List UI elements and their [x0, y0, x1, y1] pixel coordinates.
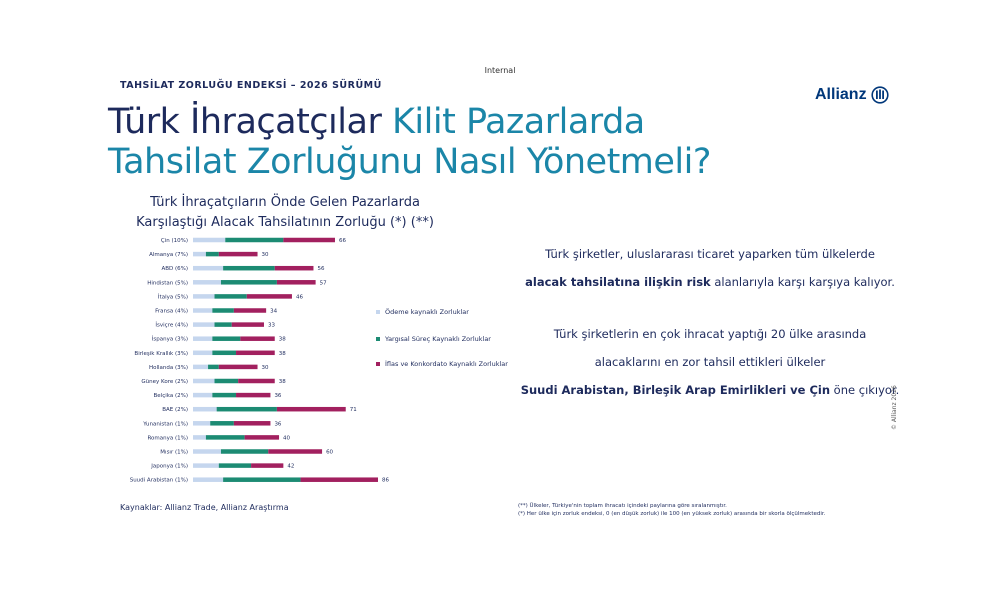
data-label: 30 — [261, 252, 269, 259]
bar-segment-series-0 — [193, 421, 210, 426]
bar-segment-series-2 — [240, 336, 274, 341]
bar-segment-series-0 — [193, 463, 219, 468]
bar-segment-series-2 — [283, 238, 335, 243]
bar-segment-series-0 — [193, 238, 225, 243]
bar-segment-series-1 — [221, 449, 268, 454]
chart-title — [120, 193, 450, 233]
data-label: 71 — [349, 407, 357, 414]
y-tick-label: Yunanistan (1%) — [143, 421, 188, 428]
title-part-dark: Türk İhraçatçılar — [108, 102, 392, 142]
bar-segment-series-1 — [212, 308, 234, 313]
footnotes — [518, 502, 848, 518]
data-label: 46 — [295, 294, 303, 301]
y-tick-label: Hollanda (3%) — [148, 364, 188, 371]
legend-swatch — [376, 362, 380, 366]
summary-p1-line1: Türk şirketler, uluslararası ticaret yaparken tüm ülkelerde — [545, 247, 875, 261]
data-label: 33 — [267, 322, 275, 329]
y-tick-label: Hindistan (5%) — [147, 280, 188, 287]
title-line-2: Tahsilat Zorluğunu Nasıl Yönetmeli? — [108, 142, 711, 182]
bar-segment-series-1 — [215, 322, 232, 327]
bar-segment-series-1 — [210, 421, 234, 426]
legend-label: Yargısal Süreç Kaynaklı Zorluklar — [385, 335, 491, 343]
bar-segment-series-0 — [193, 266, 223, 271]
data-label: 66 — [338, 238, 346, 244]
bar-segment-series-0 — [193, 322, 215, 327]
stacked-bar-chart — [110, 230, 400, 492]
bar-segment-series-2 — [251, 463, 283, 468]
y-tick-label: İspanya (3%) — [151, 336, 188, 343]
title-part-highlight: Kilit Pazarlarda — [391, 102, 645, 142]
y-tick-label: ABD (6%) — [161, 266, 188, 273]
bar-segment-series-2 — [277, 280, 316, 285]
summary-p1-line2 — [505, 268, 915, 296]
data-label: 40 — [283, 435, 291, 442]
bar-segment-series-1 — [212, 351, 236, 356]
legend-item-insolvency — [376, 360, 508, 368]
footnote-1: (**) Ülkeler, Türkiye'nin toplam ihracatı içindeki paylarına göre sıralanmıştır. — [518, 503, 727, 509]
y-tick-label: Çin (10%) — [160, 238, 188, 244]
bar-segment-series-1 — [215, 379, 239, 384]
bar-segment-series-2 — [234, 308, 266, 313]
bar-segment-series-1 — [221, 280, 277, 285]
bar-segment-series-2 — [219, 365, 258, 370]
bar-segment-series-1 — [219, 463, 251, 468]
summary-p1-bold: alacak tahsilatına ilişkin risk — [525, 275, 711, 289]
bar-segment-series-0 — [193, 435, 206, 440]
bar-segment-series-0 — [193, 365, 208, 370]
bar-segment-series-0 — [193, 379, 215, 384]
allianz-eagle-icon — [871, 86, 889, 104]
data-label: 86 — [382, 477, 389, 484]
y-tick-label: İtalya (5%) — [157, 294, 188, 301]
bar-segment-series-0 — [193, 336, 212, 341]
bar-segment-series-0 — [193, 407, 217, 412]
y-tick-label: İsviçre (4%) — [155, 322, 188, 329]
allianz-logo — [815, 86, 889, 104]
bar-segment-series-2 — [238, 379, 275, 384]
data-label: 38 — [278, 350, 286, 357]
summary-text — [505, 240, 915, 404]
copyright: © Allianz 2026 — [891, 385, 898, 430]
bar-segment-series-2 — [275, 266, 314, 271]
y-tick-label: Belçika (2%) — [153, 393, 188, 400]
bar-segment-series-0 — [193, 351, 212, 356]
bar-segment-series-0 — [193, 252, 206, 257]
bar-segment-series-2 — [219, 252, 258, 257]
y-tick-label: Japonya (1%) — [151, 463, 188, 470]
bar-segment-series-2 — [247, 294, 292, 299]
legend-swatch — [376, 337, 380, 341]
data-label: 57 — [319, 280, 327, 287]
bar-segment-series-2 — [268, 449, 322, 454]
y-tick-label: Almanya (7%) — [149, 252, 188, 259]
internal-label: Internal — [484, 66, 516, 75]
summary-p2-rest: öne çıkıyor. — [830, 383, 900, 397]
bar-segment-series-0 — [193, 308, 212, 313]
bar-segment-series-1 — [208, 365, 219, 370]
bar-segment-series-2 — [236, 393, 270, 398]
y-tick-label: BAE (2%) — [162, 407, 188, 414]
bar-segment-series-1 — [212, 336, 240, 341]
bar-segment-series-1 — [206, 252, 219, 257]
bar-segment-series-0 — [193, 294, 215, 299]
chart-title-line-1: Türk İhraçatçıların Önde Gelen Pazarlarda — [150, 195, 420, 210]
bar-segment-series-0 — [193, 449, 221, 454]
bar-segment-series-2 — [245, 435, 279, 440]
data-label: 36 — [274, 421, 282, 428]
bar-segment-series-2 — [234, 421, 271, 426]
bar-segment-series-1 — [212, 393, 236, 398]
summary-p2-line2: alacaklarını en zor tahsil ettikleri ülkeler — [594, 355, 826, 369]
footnote-2: (*) Her ülke için zorluk endeksi, 0 (en düşük zorluk) ile 100 (en yüksek zorluk) arasında bir skorla ölçülmektedir. — [518, 511, 826, 517]
data-label: 56 — [317, 266, 325, 273]
y-tick-label: Güney Kore (2%) — [141, 379, 188, 385]
data-label: 30 — [261, 364, 269, 371]
page-title — [108, 102, 711, 182]
bar-segment-series-2 — [301, 477, 378, 482]
summary-p1-rest: alanlarıyla karşı karşıya kalıyor. — [710, 275, 895, 289]
summary-p2-line1: Türk şirketlerin en çok ihracat yaptığı 20 ülke arasında — [553, 327, 867, 341]
bar-segment-series-2 — [277, 407, 346, 412]
bar-segment-series-0 — [193, 280, 221, 285]
bar-segment-series-1 — [215, 294, 247, 299]
bar-segment-series-1 — [225, 238, 283, 243]
kicker-title: TAHSİLAT ZORLUĞU ENDEKSİ – 2026 SÜRÜMÜ — [120, 80, 382, 91]
legend-item-payment — [376, 308, 469, 316]
bar-segment-series-1 — [217, 407, 277, 412]
y-tick-label: Fransa (4%) — [155, 308, 188, 315]
legend-label: Ödeme kaynaklı Zorluklar — [385, 308, 469, 316]
bar-segment-series-2 — [236, 351, 275, 356]
logo-wordmark: Allianz — [815, 86, 867, 103]
data-label: 42 — [287, 463, 295, 470]
y-tick-label: Birleşik Krallık (3%) — [134, 350, 188, 357]
legend-item-judicial — [376, 335, 491, 343]
bar-segment-series-1 — [223, 266, 275, 271]
bar-segment-series-0 — [193, 393, 212, 398]
bar-segment-series-1 — [206, 435, 245, 440]
data-label: 38 — [278, 336, 286, 343]
title-line-1 — [108, 102, 711, 142]
bar-segment-series-0 — [193, 477, 223, 482]
data-label: 60 — [326, 449, 334, 456]
source-note: Kaynaklar: Allianz Trade, Allianz Araştırma — [120, 503, 289, 512]
data-label: 38 — [278, 379, 286, 385]
y-tick-label: Suudi Arabistan (1%) — [129, 477, 188, 484]
chart-title-line-2: Karşılaştığı Alacak Tahsilatının Zorluğu (*) (**) — [136, 215, 434, 230]
y-tick-label: Romanya (1%) — [147, 435, 188, 442]
data-label: 34 — [270, 308, 278, 315]
legend-swatch — [376, 310, 380, 314]
legend-label: İflas ve Konkordato Kaynaklı Zorluklar — [385, 360, 508, 368]
data-label: 36 — [274, 393, 282, 400]
bar-segment-series-1 — [223, 477, 300, 482]
summary-p2-bold: Suudi Arabistan, Birleşik Arap Emirlikleri ve Çin — [520, 383, 831, 397]
bar-segment-series-2 — [232, 322, 264, 327]
summary-p2-line3 — [505, 376, 915, 404]
y-tick-label: Mısır (1%) — [160, 449, 188, 456]
